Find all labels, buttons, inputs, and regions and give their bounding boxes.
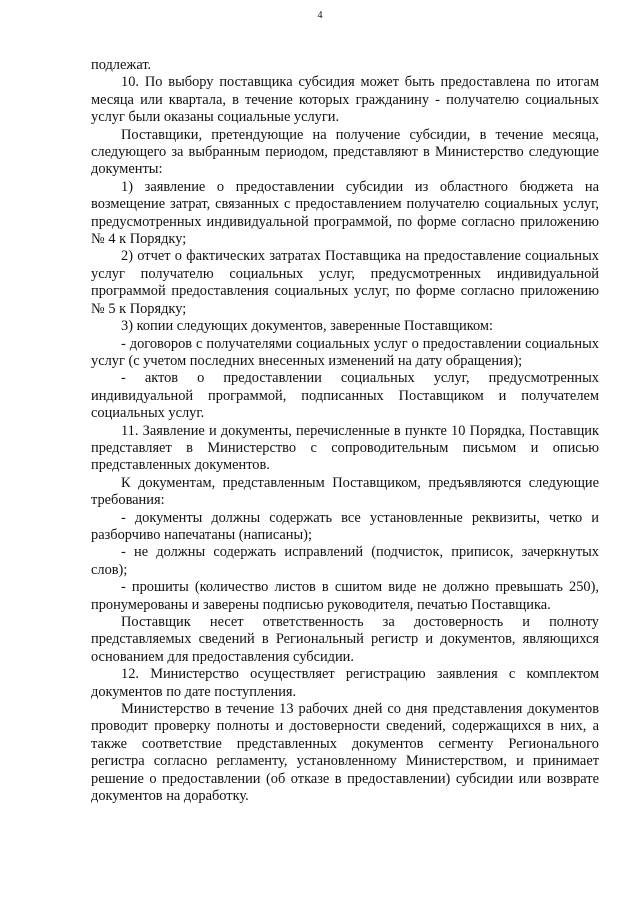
paragraph-clause-11: 11. Заявление и документы, перечисленные в пункте 10 Порядка, Поставщик представляет в Министерство с сопроводительным письмом и описью представленных документов. [91,422,599,474]
paragraph-req-no-corrections: - не должны содержать исправлений (подчисток, приписок, зачеркнутых слов); [91,544,599,578]
document-body [91,57,599,805]
paragraph-req-details: - документы должны содержать все установленные реквизиты, четко и разборчиво напечатаны (написаны); [91,509,599,543]
paragraph-item-2: 2) отчет о фактических затратах Поставщика на предоставление социальных услуг получателю социальных услуг, предусмотренных индивидуальной программой предоставления социальных услуг, по форме согласно приложению № 5 к Порядку; [91,248,599,317]
paragraph-acts: - актов о предоставлении социальных услуг, предусмотренных индивидуальной программой, подписанных Поставщиком и получателем социальных услуг. [91,370,599,422]
page-number: 4 [317,10,323,21]
paragraph-contracts: - договоров с получателями социальных услуг о предоставлении социальных услуг (с учетом последних внесенных изменений на дату обращения); [91,335,599,369]
paragraph-req-stitched: - прошиты (количество листов в сшитом виде не должно превышать 250), пронумерованы и заверены подписью руководителя, печатью Поставщика. [91,579,599,613]
paragraph-ministry-review: Министерство в течение 13 рабочих дней со дня представления документов проводит проверку полноты и достоверности сведений, содержащихся в них, а также соответствие представленных документов сегменту Регионального регистра согласно регламенту, установленному Министерством, и принимает решение о предоставлении (об отказе в предоставлении) субсидии или возврате документов на доработку. [91,701,599,805]
paragraph-clause-10: 10. По выбору поставщика субсидия может быть предоставлена по итогам месяца или квартала, в течение которых гражданину - получателю социальных услуг были оказаны социальные услуги. [91,74,599,126]
paragraph-item-3: 3) копии следующих документов, заверенные Поставщиком: [121,318,493,335]
paragraph-item-1: 1) заявление о предоставлении субсидии из областного бюджета на возмещение затрат, связанных с предоставлением получателю социальных услуг, предусмотренных индивидуальной программой, по форме согласно приложению № 4 к Порядку; [91,178,599,248]
paragraph-responsibility: Поставщик несет ответственность за достоверность и полноту представляемых сведений в Региональный регистр и документов, являющихся основанием для предоставления субсидии. [91,614,599,665]
paragraph-clause-12: 12. Министерство осуществляет регистрацию заявления с комплектом документов по дате поступления. [91,666,599,700]
paragraph-continuation: подлежат. [91,57,152,73]
paragraph-suppliers-submit: Поставщики, претендующие на получение субсидии, в течение месяца, следующего за выбранным периодом, представляют в Министерство следующие документы: [91,126,599,178]
paragraph-requirements: К документам, представленным Поставщиком, предъявляются следующие требования: [91,474,599,509]
